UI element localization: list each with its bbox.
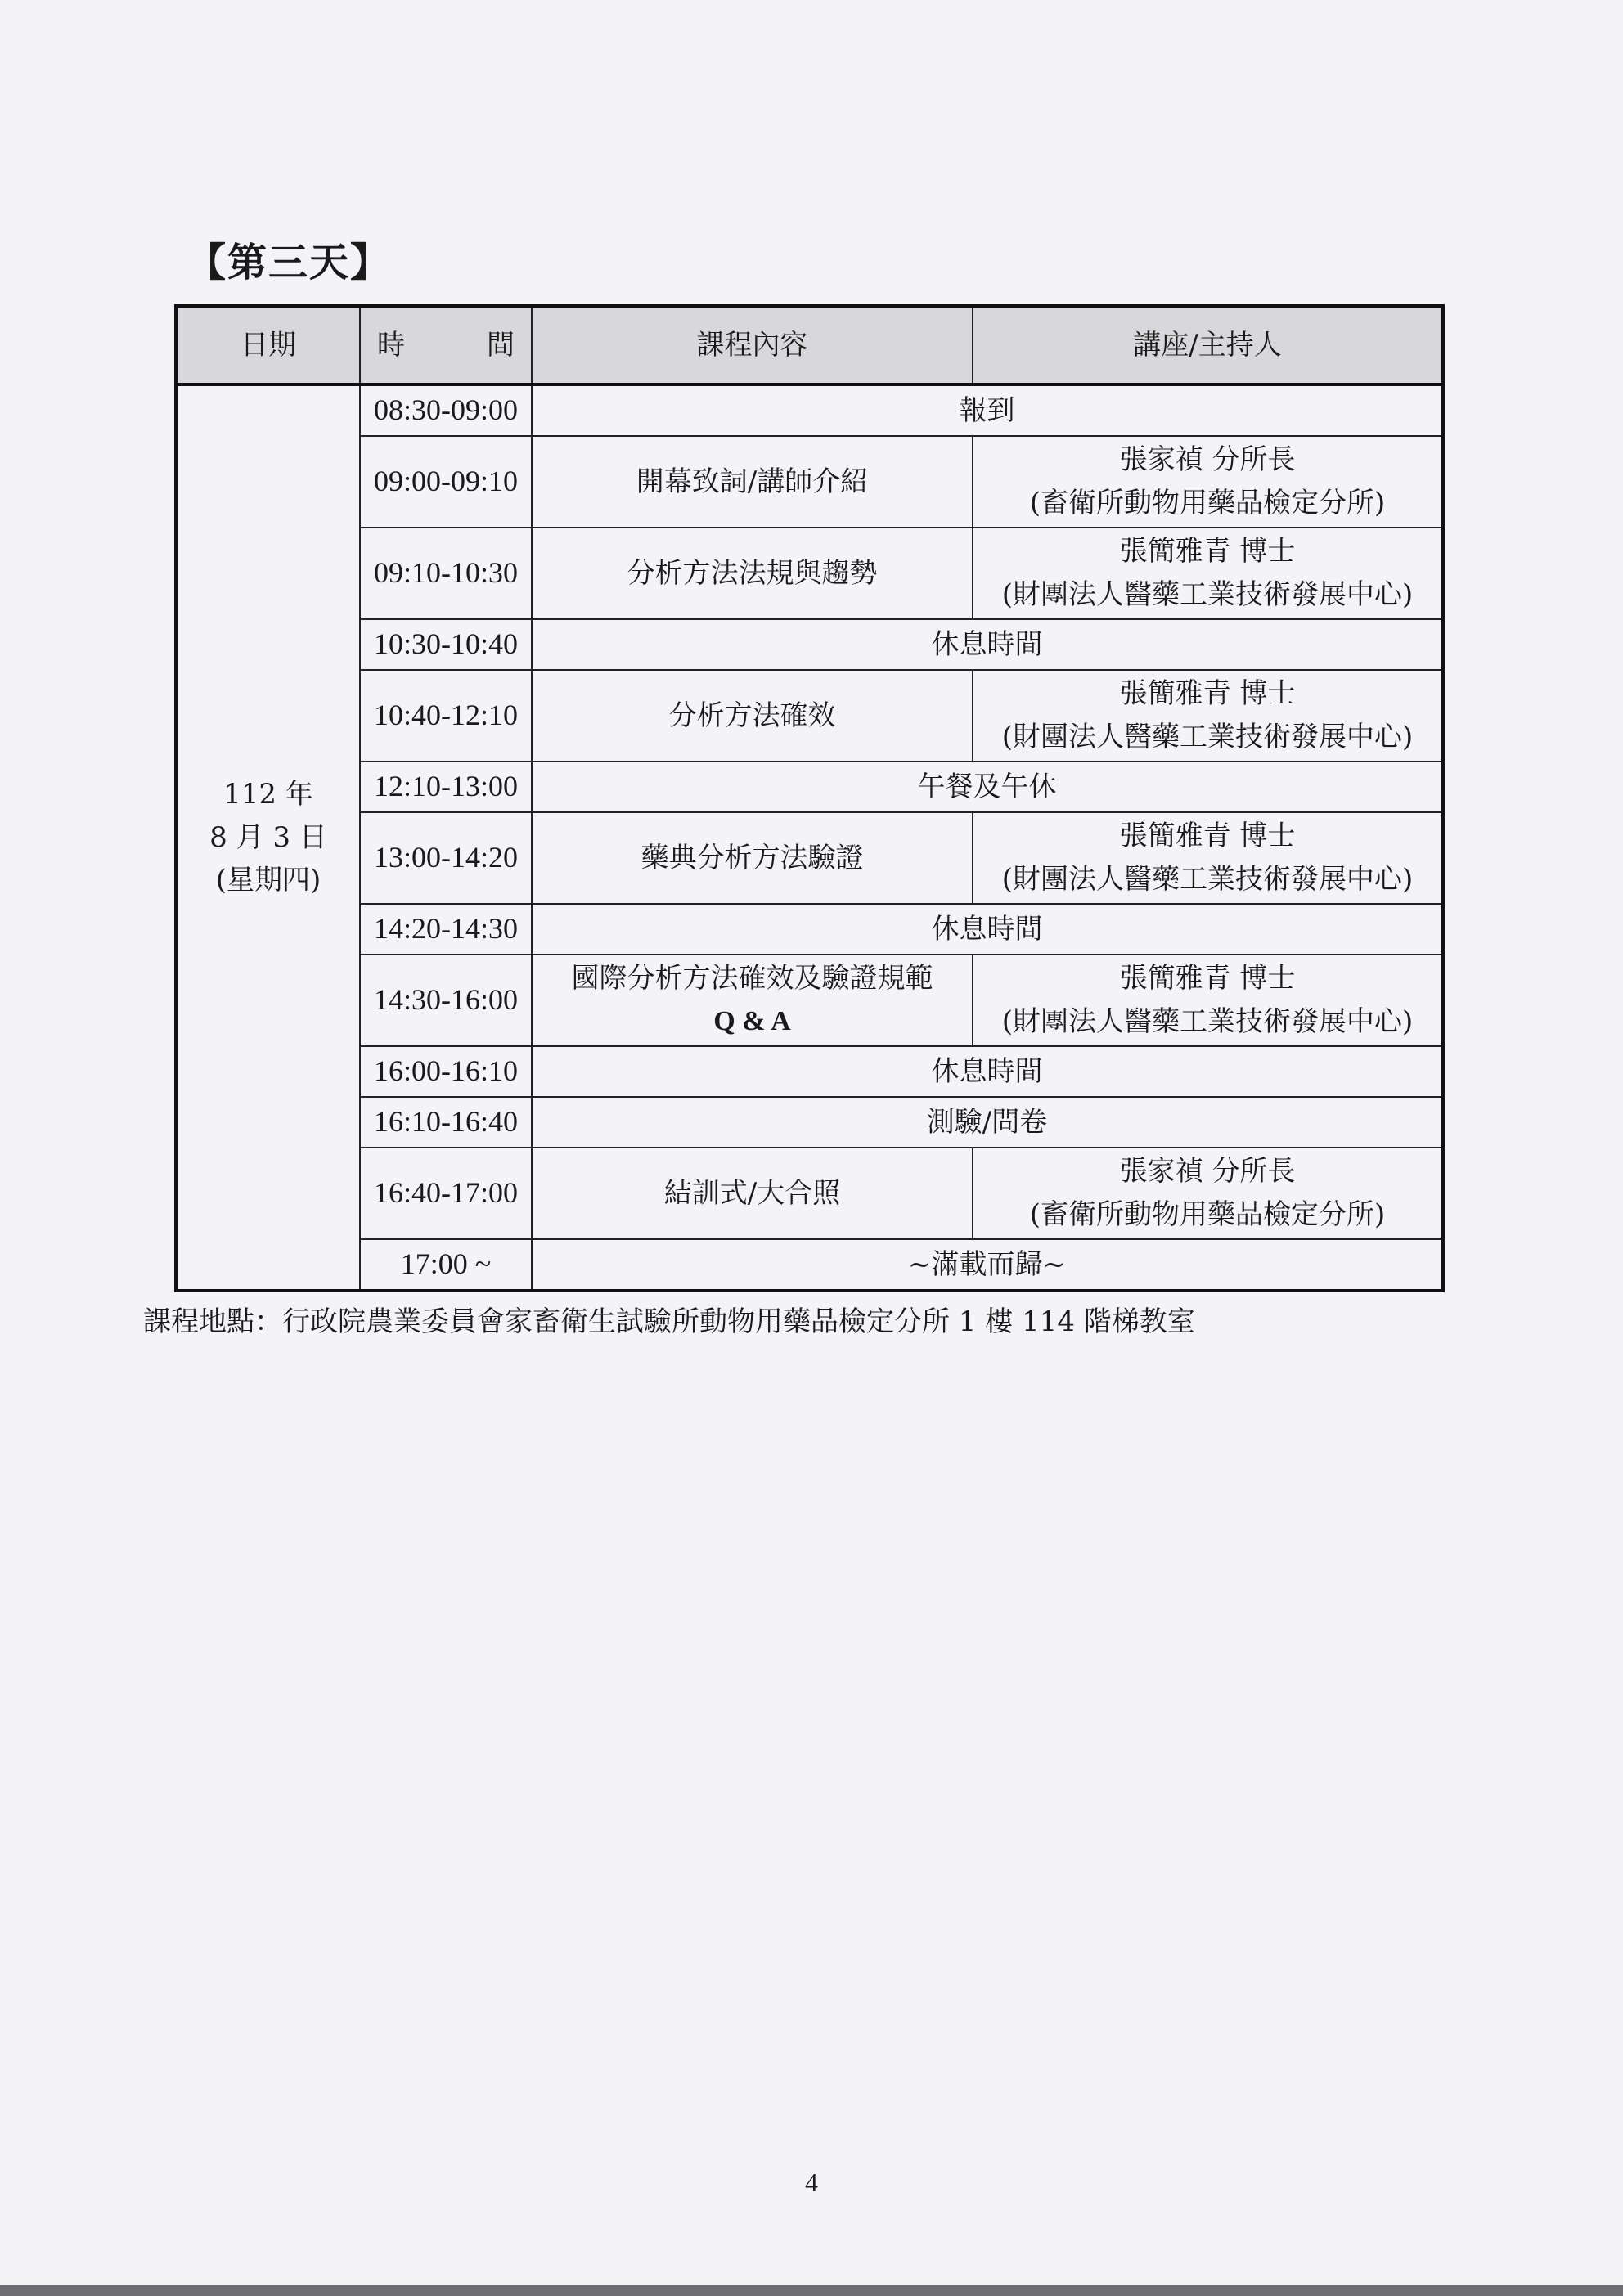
speaker-affiliation: (財團法人醫藥工業技術發展中心) <box>1001 1005 1414 1038</box>
speaker-cell <box>973 670 1443 762</box>
span-cell: 休息時間 <box>532 1046 1443 1097</box>
content-qa: Q & A <box>713 1006 791 1036</box>
content-cell: 分析方法法規與趨勢 <box>532 528 973 619</box>
content-cell: 結訓式/大合照 <box>532 1148 973 1239</box>
table-row <box>176 528 1443 619</box>
table-row <box>176 762 1443 812</box>
span-cell: 休息時間 <box>532 619 1443 670</box>
table-row <box>176 955 1443 1046</box>
time-cell: 13:00-14:20 <box>360 812 532 904</box>
header-content: 課程內容 <box>532 306 973 384</box>
speaker-cell <box>973 436 1443 528</box>
time-cell: 10:40-12:10 <box>360 670 532 762</box>
time-cell: 12:10-13:00 <box>360 762 532 812</box>
schedule-table <box>174 304 1445 1292</box>
speaker-name: 張家禎 分所長 <box>1119 1155 1296 1188</box>
date-weekday: (星期四) <box>215 864 321 897</box>
date-year: 112 年 <box>223 777 313 811</box>
page-number: 4 <box>805 2168 818 2197</box>
speaker-name: 張簡雅青 博士 <box>1119 535 1296 568</box>
span-cell: ~滿載而歸~ <box>532 1239 1443 1291</box>
date-cell <box>176 384 360 1291</box>
header-time-left: 時 <box>377 328 405 362</box>
speaker-affiliation: (財團法人醫藥工業技術發展中心) <box>1001 863 1414 896</box>
span-cell: 測驗/問卷 <box>532 1097 1443 1148</box>
course-location: 課程地點：行政院農業委員會家畜衛生試驗所動物用藥品檢定分所 1 樓 114 階梯教室 <box>143 1305 1195 1338</box>
table-row <box>176 670 1443 762</box>
span-cell: 休息時間 <box>532 904 1443 955</box>
speaker-cell <box>973 1148 1443 1239</box>
speaker-affiliation: (畜衛所動物用藥品檢定分所) <box>1029 487 1386 519</box>
speaker-affiliation: (畜衛所動物用藥品檢定分所) <box>1029 1198 1386 1231</box>
content-cell: 分析方法確效 <box>532 670 973 762</box>
time-cell: 09:00-09:10 <box>360 436 532 528</box>
time-cell: 08:30-09:00 <box>360 384 532 436</box>
time-cell: 17:00 ~ <box>360 1239 532 1291</box>
content-cell: 藥典分析方法驗證 <box>532 812 973 904</box>
table-row <box>176 619 1443 670</box>
table-row <box>176 812 1443 904</box>
time-cell: 14:30-16:00 <box>360 955 532 1046</box>
table-row <box>176 1097 1443 1148</box>
content-line: 國際分析方法確效及驗證規範 <box>571 962 933 995</box>
content-cell: 開幕致詞/講師介紹 <box>532 436 973 528</box>
table-header-row <box>176 306 1443 384</box>
day-title: 【第三天】 <box>187 240 392 285</box>
speaker-affiliation: (財團法人醫藥工業技術發展中心) <box>1001 721 1414 753</box>
table-row <box>176 1148 1443 1239</box>
time-cell: 16:10-16:40 <box>360 1097 532 1148</box>
table-row <box>176 904 1443 955</box>
speaker-name: 張簡雅青 博士 <box>1119 677 1296 711</box>
content-cell <box>532 955 973 1046</box>
header-speaker: 講座/主持人 <box>973 306 1443 384</box>
time-cell: 10:30-10:40 <box>360 619 532 670</box>
scan-edge <box>0 2285 1623 2296</box>
span-cell: 報到 <box>532 384 1443 436</box>
header-date: 日期 <box>176 306 360 384</box>
speaker-name: 張簡雅青 博士 <box>1119 820 1296 853</box>
header-time-right: 間 <box>487 328 515 362</box>
time-cell: 16:00-16:10 <box>360 1046 532 1097</box>
header-time <box>360 306 532 384</box>
table-row <box>176 436 1443 528</box>
table-row <box>176 1239 1443 1291</box>
time-cell: 14:20-14:30 <box>360 904 532 955</box>
date-month-day: 8 月 3 日 <box>209 820 327 854</box>
time-cell: 09:10-10:30 <box>360 528 532 619</box>
speaker-name: 張家禎 分所長 <box>1119 443 1296 477</box>
time-cell: 16:40-17:00 <box>360 1148 532 1239</box>
span-cell: 午餐及午休 <box>532 762 1443 812</box>
table-row <box>176 384 1443 436</box>
speaker-name: 張簡雅青 博士 <box>1119 962 1296 995</box>
table-row <box>176 1046 1443 1097</box>
speaker-cell <box>973 955 1443 1046</box>
speaker-cell <box>973 812 1443 904</box>
speaker-cell <box>973 528 1443 619</box>
speaker-affiliation: (財團法人醫藥工業技術發展中心) <box>1001 578 1414 611</box>
